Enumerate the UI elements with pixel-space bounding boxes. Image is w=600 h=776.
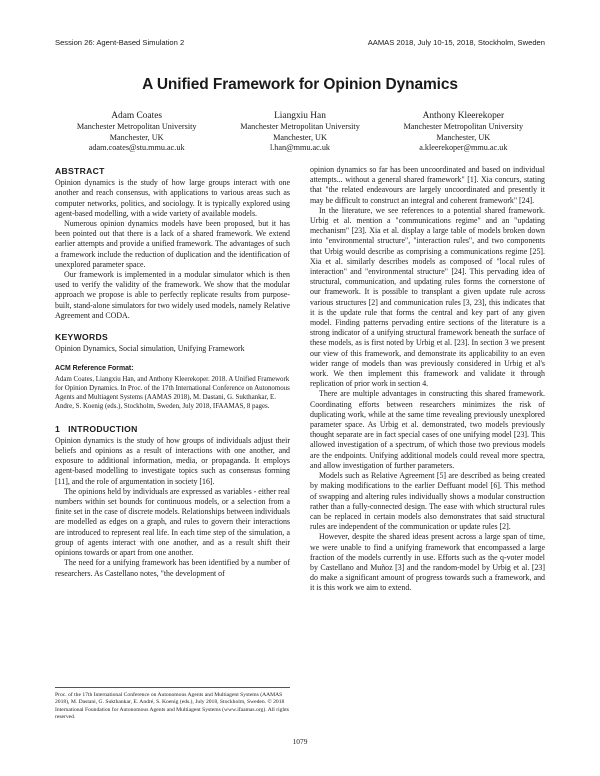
author-name: Liangxiu Han — [274, 111, 326, 121]
introduction-heading — [55, 424, 290, 434]
body-paragraph: opinion dynamics so far has been uncoordinated and based on individual attempts... without a general shared framework" [1]. Xia concurs, stating that "the related endeavours are largely uncoordinated and presently it may be difficult to construct an integral and coherent framework" [24]. — [310, 165, 545, 205]
section-number: 1 — [55, 423, 61, 434]
footnote: Proc. of the 17th International Conference on Autonomous Agents and Multiagent Systems (AAMAS 2018), M. Dastani, G. Sukthankar, E. André, S. Koenig (eds.), July 2018, Stockholm, Sweden. © 2018 International Foundation for Autonomous Agents and Multiagent Systems (www.ifaamas.org). All rights reserved. — [55, 687, 290, 721]
left-column — [55, 166, 290, 579]
abstract-paragraph: Numerous opinion dynamics models have been proposed, but it has been pointed out that there is a lack of a shared framework. We extend earlier attempts and provide a unified framework. The advantages of such a framework include the reduction of duplication and the identification of unexplored parameter space. — [55, 219, 290, 269]
body-paragraph: There are multiple advantages in constructing this shared framework. Coordinating efforts between researchers minimizes the risk of duplicating work, while at the same time revealing previously unexplored parameter space. As Urbig et al. demonstrated, two models previously thought separate are in fact special cases of one unifying model [23]. This allowed investigation of a spectrum, of which those two previous models are the endpoints. Unifying additional models could reveal more spectra, and allow investigation of further parameters. — [310, 389, 545, 470]
keywords-heading: KEYWORDS — [55, 332, 109, 343]
author-location: Manchester, UK — [273, 132, 327, 142]
body-paragraph: In the literature, we see references to a potential shared framework. Urbig et al. mention a "communications regime" and an "updating mechanism" [23]. Xia et al. display a large table of models broken down into "environmental structure", "interaction rules", and two components that Urbig would describe as comprising a communications regime [25]. Xia et al. similarly describes models as composed of "local rules of interaction" and "environmental structure" [24]. This pervading idea of structural, communication, and updating rules forms the cornerstone of our framework. It is possible to transplant a given update rule across various structures [2] and communication rules [3, 23], this indicates that it is the update rule that forms the central and key part of any given model. Finding patterns pervading entire sections of the literature is a strong indicator of a unifying structural framework beneath the surface of these models, as is first noted by Urbig et al. [23]. In section 3 we present our view of this framework, and demonstrate its applicability to an even wider range of models than was previously considered in Urbig et al's work. We then implement this framework and validate it through replication of prior work in section 4. — [310, 205, 545, 389]
intro-paragraph: The need for a unifying framework has been identified by a number of researchers. As Castellano notes, "the development of — [55, 558, 290, 578]
acm-reference-text: Adam Coates, Liangxiu Han, and Anthony Kleerekoper. 2018. A Unified Framework for Opinion Dynamics. In Proc. of the 17th International Conference on Autonomous Agents and Multiagent Systems (AAMAS 2018), M. Dastani, G. Sukthankar, E. Andre, S. Koenig (eds.), Stockholm, Sweden, July 2018, IFAAMAS, 8 pages. — [55, 375, 290, 410]
author-email[interactable]: l.han@mmu.ac.uk — [269, 143, 331, 153]
author-block — [55, 110, 545, 154]
page-number: 1079 — [292, 737, 308, 746]
running-head-conference: AAMAS 2018, July 10-15, 2018, Stockholm, Sweden — [367, 38, 545, 47]
body-paragraph: Models such as Relative Agreement [5] are described as being created by making modifications to the earlier Deffuant model [6]. This method of swapping and altering rules individually shows a modular construction rather than a fully-connected design. The ease with which structural rules can be replaced in certain models also demonstrates that said structural rules are independent of the communication or update rules [2]. — [310, 471, 545, 532]
author-email[interactable]: adam.coates@stu.mmu.ac.uk — [88, 143, 185, 153]
author-name: Anthony Kleerekoper — [422, 111, 505, 121]
acm-reference-heading: ACM Reference Format: — [55, 365, 134, 373]
author-affiliation: Manchester Metropolitan University — [403, 122, 524, 131]
author — [55, 110, 218, 154]
section-title: INTRODUCTION — [68, 423, 138, 434]
paper-title: A Unified Framework for Opinion Dynamics — [142, 76, 458, 93]
running-head — [55, 38, 545, 47]
abstract-paragraph: Our framework is implemented in a modular simulator which is then used to verify the validity of the framework. We show that the modular approach we propose is able to perfectly replicate results from purpose-built, stand-alone simulators for two widely used models, namely Relative Agreement and CODA. — [55, 270, 290, 320]
author-name: Adam Coates — [111, 111, 163, 121]
intro-paragraph: The opinions held by individuals are expressed as variables - either real numbers within set bounds for continuous models, or a selection from a finite set in the case of discrete models. Relationships between individuals are modelled as edges on a graph, and rules to govern their interactions are introduced to represent real life. In each time step of the simulation, a group of agents interact with one another, and as a result shift their opinions towards or apart from one another. — [55, 486, 290, 558]
right-column — [310, 165, 545, 594]
author-affiliation: Manchester Metropolitan University — [240, 122, 360, 131]
intro-paragraph: Opinion dynamics is the study of how groups of individuals adjust their beliefs and opinions as a result of interactions with one another, and exposure to additional information, media, or propaganda. It employs agent-based modelling to investigate topics such as consensus forming [11], and the role of argumentation in society [16]. — [55, 435, 290, 486]
author-location: Manchester, UK — [109, 132, 164, 142]
author-affiliation: Manchester Metropolitan University — [76, 122, 197, 131]
running-head-session: Session 26: Agent-Based Simulation 2 — [55, 38, 185, 47]
abstract-paragraph: Opinion dynamics is the study of how large groups interact with one another and reach consensus, with applications to various areas such as computer networks, politics, and sociology. It is typically explored using agent-based modelling, with a wide variety of available models. — [55, 178, 290, 218]
keywords-text: Opinion Dynamics, Social simulation, Unifying Framework — [55, 344, 245, 354]
author — [382, 110, 545, 154]
author-email[interactable]: a.kleerekoper@mmu.ac.uk — [419, 143, 508, 153]
author — [218, 110, 381, 154]
abstract-heading: ABSTRACT — [55, 166, 105, 176]
body-paragraph: However, despite the shared ideas present across a large span of time, we were unable to find a unifying framework that encompassed a large fraction of the models currently in use. Efforts such as the q-voter model by Castellano and Muñoz [3] and the random-model by Urbig et al. [23] do make a significant amount of progress towards such a framework, and it is this work we aim to extend. — [310, 532, 545, 593]
author-location: Manchester, UK — [436, 132, 491, 142]
